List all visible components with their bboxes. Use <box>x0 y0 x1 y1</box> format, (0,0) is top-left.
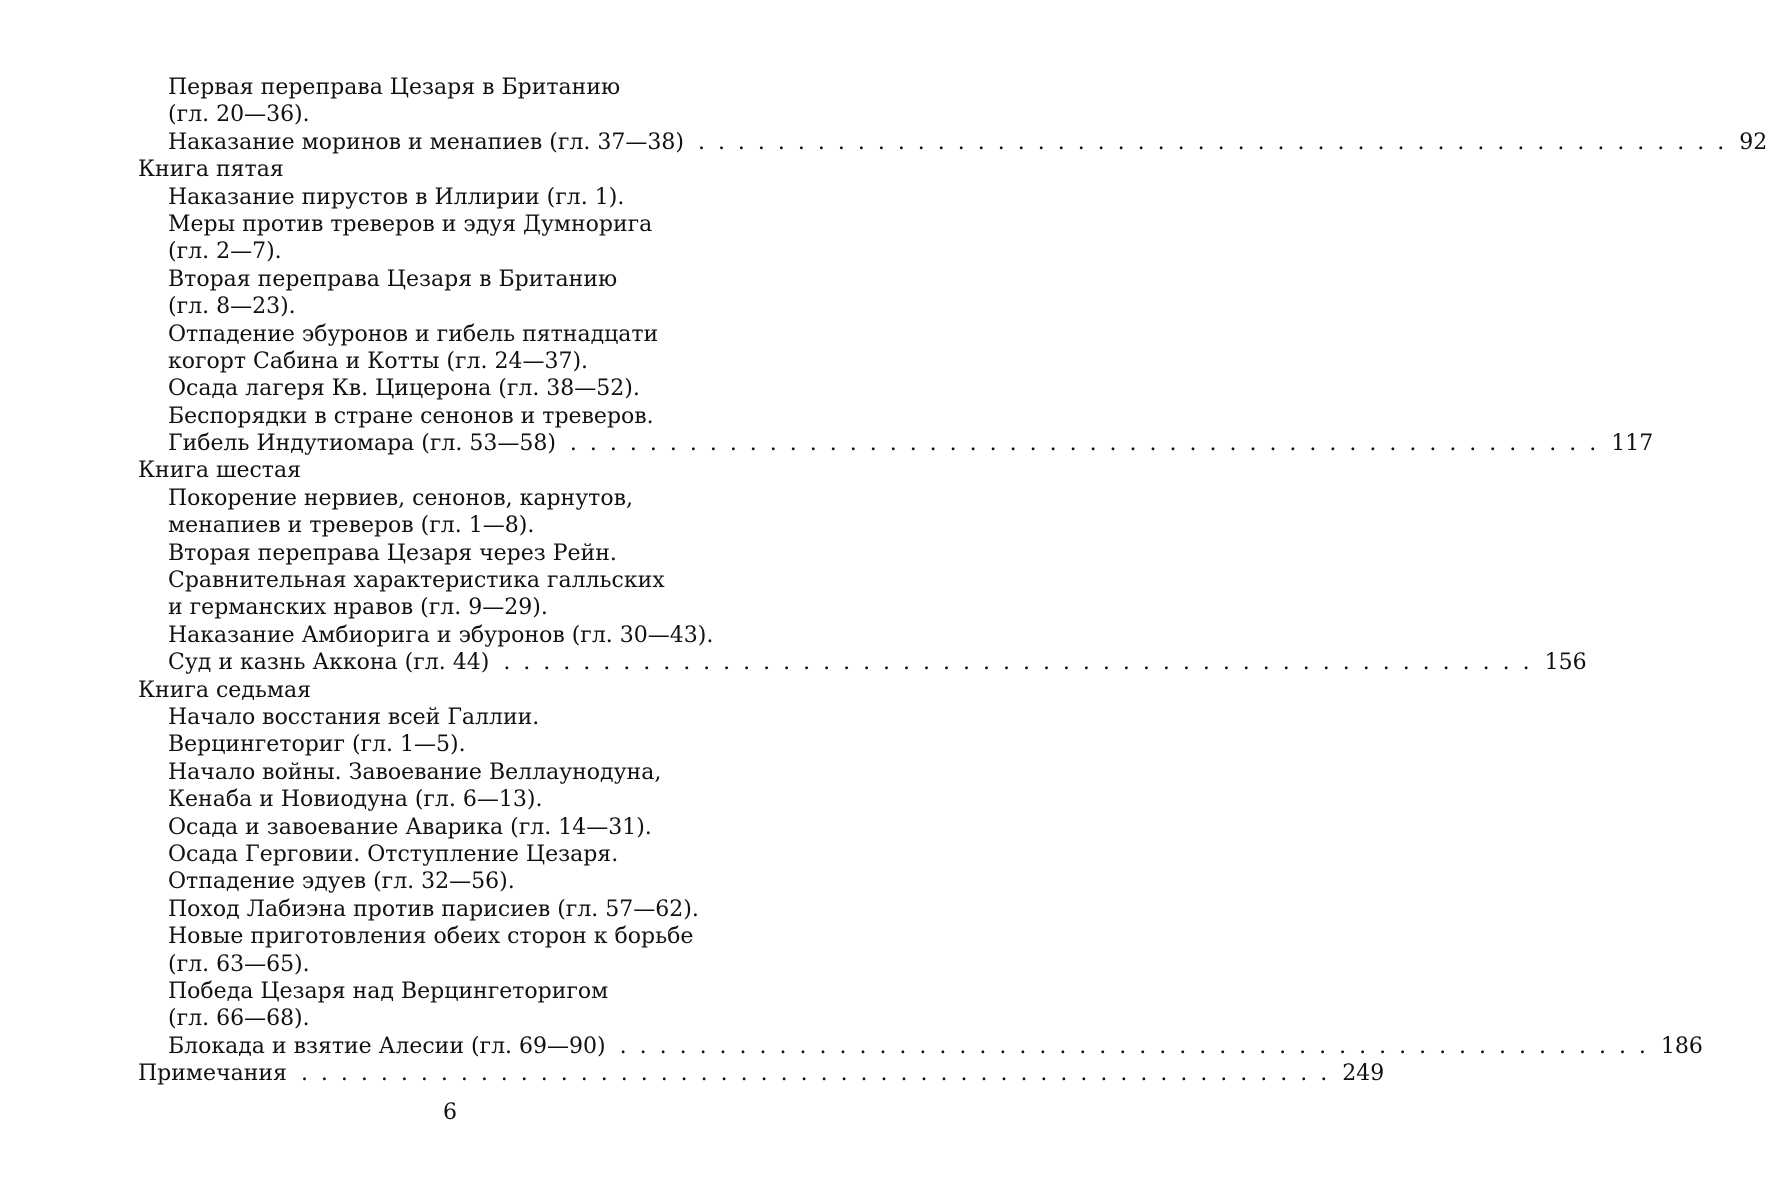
dot-leader: . . . . . . . . . . . . . . . . . . . . . . . . . . . . . . . . . . . . . . . . . . . . . . . . . . . . <box>569 431 1600 457</box>
toc-entry <box>138 74 732 101</box>
toc-entry <box>138 485 732 512</box>
toc-page-number: 249 <box>1342 1061 1385 1087</box>
toc-entry-text: Книга шестая <box>138 458 301 484</box>
toc-entry-text: Верцингеториг (гл. 1—5). <box>168 732 466 758</box>
toc-entry-text: (гл. 2—7). <box>168 239 282 265</box>
toc-entry <box>138 923 732 950</box>
toc-entry <box>138 293 732 320</box>
toc-entry-text: и германских нравов (гл. 9—29). <box>168 595 548 621</box>
toc-page-number: 117 <box>1611 431 1654 457</box>
toc-entry-text: Беспорядки в стране сенонов и треверов. <box>168 403 654 429</box>
toc-entry <box>138 321 732 348</box>
toc-page-number: 92 <box>1739 129 1767 155</box>
toc-entry-text: (гл. 20—36). <box>168 102 310 128</box>
toc-entry-text: когорт Сабина и Котты (гл. 24—37). <box>168 348 589 374</box>
toc-entry <box>138 375 732 402</box>
toc-entry-text: (гл. 8—23). <box>168 294 296 320</box>
toc-entry-text: Суд и казнь Аккона (гл. 44) <box>168 650 490 676</box>
toc-entry <box>138 1005 732 1032</box>
toc-entry-text: Победа Цезаря над Верцингеторигом <box>168 978 609 1004</box>
toc-entry <box>138 896 732 923</box>
toc-entry <box>138 567 732 594</box>
toc-entry <box>138 101 732 128</box>
toc-page-number: 156 <box>1544 650 1587 676</box>
toc-entry-text: Осада Герговии. Отступление Цезаря. <box>168 841 619 867</box>
toc-section-heading <box>138 1060 1385 1087</box>
dot-leader: . . . . . . . . . . . . . . . . . . . . . . . . . . . . . . . . . . . . . . . . . . . . . . . . . . . . <box>300 1061 1331 1087</box>
toc-entry-text: Блокада и взятие Алесии (гл. 69—90) <box>168 1033 606 1059</box>
toc-entry <box>138 540 732 567</box>
toc-entry-text: Наказание Амбиорига и эбуронов (гл. 30—43). <box>168 622 714 648</box>
toc-entry-text: Новые приготовления обеих сторон к борьбе <box>168 924 694 950</box>
toc-entry-text: Гибель Индутиомара (гл. 53—58) <box>168 431 556 457</box>
toc-entry-text: Кенаба и Новиодуна (гл. 6—13). <box>168 787 543 813</box>
toc-entry <box>138 1033 1703 1060</box>
toc-entry-text: Осада лагеря Кв. Цицерона (гл. 38—52). <box>168 376 640 402</box>
toc-entry <box>138 266 732 293</box>
toc-entry <box>138 211 732 238</box>
toc-entry <box>138 868 732 895</box>
toc-entry-text: Начало войны. Завоевание Веллаунодуна, <box>168 759 662 785</box>
toc-entry-text: (гл. 63—65). <box>168 951 310 977</box>
toc-entry <box>138 704 732 731</box>
toc-entry-text: Первая переправа Цезаря в Британию <box>168 75 621 100</box>
toc-entry-text: Наказание пирустов в Иллирии (гл. 1). <box>168 184 625 210</box>
toc-entry <box>138 430 1654 457</box>
toc-entry-text: Вторая переправа Цезаря в Британию <box>168 266 618 292</box>
toc-entry <box>138 649 1587 676</box>
toc-entry-text: Сравнительная характеристика галльских <box>168 568 665 594</box>
toc-page-number: 186 <box>1660 1033 1703 1059</box>
toc-entry <box>138 622 732 649</box>
toc-entry-text: Книга пятая <box>138 157 284 183</box>
toc-entry-text: менапиев и треверов (гл. 1—8). <box>168 513 535 539</box>
toc-entry-text: Книга седьмая <box>138 677 311 703</box>
toc-entry <box>138 512 732 539</box>
toc-entry <box>138 129 1767 156</box>
toc-entry <box>138 786 732 813</box>
toc-entry-text: Наказание моринов и менапиев (гл. 37—38) <box>168 129 684 155</box>
toc-section-heading <box>138 677 732 704</box>
toc-entry-text: (гл. 66—68). <box>168 1006 310 1032</box>
toc-entry-text: Покорение нервиев, сенонов, карнутов, <box>168 485 633 511</box>
toc-entry-text: Отпадение эдуев (гл. 32—56). <box>168 869 515 895</box>
toc-entry <box>138 238 732 265</box>
toc-entry-text: Вторая переправа Цезаря через Рейн. <box>168 540 617 566</box>
toc-entry-text: Отпадение эбуронов и гибель пятнадцати <box>168 321 659 347</box>
toc-entry-text: Поход Лабиэна против парисиев (гл. 57—62). <box>168 896 699 922</box>
page-number: 6 <box>443 1100 457 1125</box>
toc-entry <box>138 978 732 1005</box>
toc-entry <box>138 594 732 621</box>
toc-entry <box>138 403 732 430</box>
dot-leader: . . . . . . . . . . . . . . . . . . . . . . . . . . . . . . . . . . . . . . . . . . . . . . . . . . . . <box>697 129 1728 155</box>
dot-leader: . . . . . . . . . . . . . . . . . . . . . . . . . . . . . . . . . . . . . . . . . . . . . . . . . . . . <box>503 650 1533 676</box>
toc-entry <box>138 759 732 786</box>
toc-section-heading <box>138 457 732 484</box>
toc-entry-text: Осада и завоевание Аварика (гл. 14—31). <box>168 814 652 840</box>
toc-entry-text: Меры против треверов и эдуя Думнорига <box>168 211 653 237</box>
toc-entry <box>138 184 732 211</box>
toc-entry-text: Начало восстания всей Галлии. <box>168 704 540 730</box>
toc-entry <box>138 348 732 375</box>
toc-entry-text: Примечания <box>138 1061 287 1087</box>
toc-entry <box>138 841 732 868</box>
toc-entry <box>138 951 732 978</box>
dot-leader: . . . . . . . . . . . . . . . . . . . . . . . . . . . . . . . . . . . . . . . . . . . . . . . . . . . . <box>619 1033 1649 1059</box>
toc-section-heading <box>138 156 732 183</box>
toc-entry <box>138 731 732 758</box>
toc-entry <box>138 814 732 841</box>
table-of-contents <box>138 74 1767 1087</box>
